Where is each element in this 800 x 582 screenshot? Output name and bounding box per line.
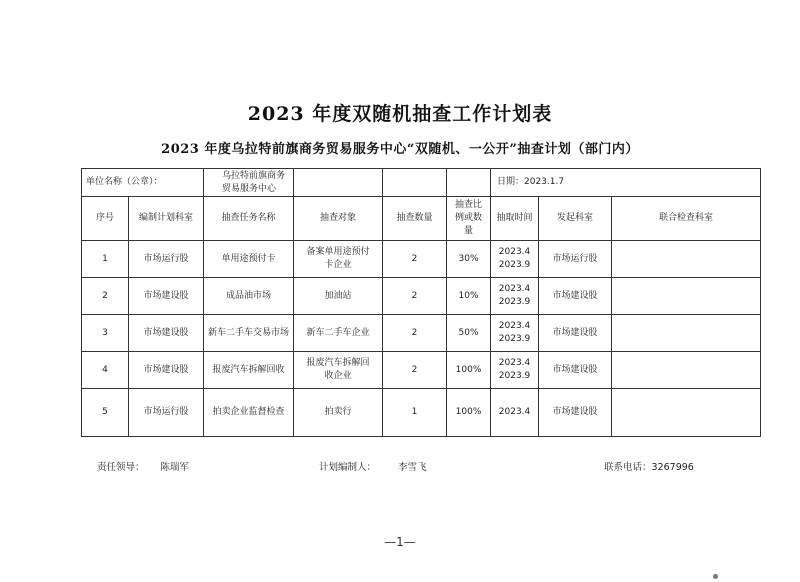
document-subtitle: 2023 年度乌拉特前旗商务贸易服务中心“双随机、一公开”抽查计划（部门内） (161, 142, 639, 157)
inspection-target: 报废汽车拆解回收企业 (294, 352, 383, 389)
table-row (82, 352, 761, 389)
originating-dept: 市场建设股 (539, 278, 612, 315)
unit-name-value: 乌拉特前旗商务贸易服务中心 (204, 169, 294, 197)
header-cell: 抽查比例或数量 (447, 197, 491, 241)
header-cell: 抽查任务名称 (204, 197, 294, 241)
originating-dept: 市场建设股 (539, 352, 612, 389)
phone-label: 联系电话： (604, 462, 652, 473)
leader-name: 陈瑞军 (160, 462, 190, 473)
task-name: 新车二手车交易市场 (204, 315, 294, 352)
planning-dept: 市场建设股 (129, 315, 204, 352)
planning-dept: 市场运行股 (129, 389, 204, 437)
page-number: —1— (384, 535, 416, 549)
row-number: 2 (82, 278, 129, 315)
table-row (82, 315, 761, 352)
date-cell: 日期：2023.1.7 (491, 169, 761, 197)
inspection-ratio: 100% (447, 389, 491, 437)
inspection-quantity: 2 (383, 241, 447, 278)
inspection-plan-table (81, 168, 761, 437)
inspection-quantity: 2 (383, 315, 447, 352)
header-cell: 序号 (82, 197, 129, 241)
joint-inspection-dept (612, 352, 761, 389)
row-number: 3 (82, 315, 129, 352)
leader-label: 责任领导： (97, 462, 145, 473)
sampling-time: 2023.4 2023.9 (491, 278, 539, 315)
document-title: 2023 年度双随机抽查工作计划表 (247, 103, 553, 125)
header-cell: 编制计划科室 (129, 197, 204, 241)
inspection-quantity: 2 (383, 278, 447, 315)
header-cell: 抽查数量 (383, 197, 447, 241)
contact-phone (604, 459, 694, 473)
row-number: 5 (82, 389, 129, 437)
info-blank-cell (294, 169, 383, 197)
scan-speck (713, 574, 718, 579)
header-cell: 联合检查科室 (612, 197, 761, 241)
originating-dept: 市场建设股 (539, 389, 612, 437)
phone-number: 3267996 (651, 462, 694, 473)
inspection-ratio: 100% (447, 352, 491, 389)
header-cell: 抽取时间 (491, 197, 539, 241)
inspection-ratio: 30% (447, 241, 491, 278)
inspection-target: 拍卖行 (294, 389, 383, 437)
task-name: 报废汽车拆解回收 (204, 352, 294, 389)
info-row (82, 169, 761, 197)
sampling-time: 2023.4 2023.9 (491, 352, 539, 389)
originating-dept: 市场建设股 (539, 315, 612, 352)
inspection-target: 备案单用途预付卡企业 (294, 241, 383, 278)
sampling-time: 2023.4 (491, 389, 539, 437)
info-blank-cell (447, 169, 491, 197)
row-number: 1 (82, 241, 129, 278)
inspection-target: 加油站 (294, 278, 383, 315)
joint-inspection-dept (612, 278, 761, 315)
unit-name-label: 单位名称（公章）： (82, 169, 204, 197)
inspection-quantity: 1 (383, 389, 447, 437)
table-row (82, 389, 761, 437)
table-row (82, 241, 761, 278)
table-row (82, 278, 761, 315)
task-name: 成品油市场 (204, 278, 294, 315)
responsible-leader (97, 459, 189, 473)
header-row (82, 197, 761, 241)
sampling-time: 2023.4 2023.9 (491, 241, 539, 278)
header-cell: 抽查对象 (294, 197, 383, 241)
header-cell: 发起科室 (539, 197, 612, 241)
task-name: 单用途预付卡 (204, 241, 294, 278)
compiler-label: 计划编制人： (319, 462, 377, 473)
row-number: 4 (82, 352, 129, 389)
task-name: 拍卖企业监督检查 (204, 389, 294, 437)
originating-dept: 市场运行股 (539, 241, 612, 278)
inspection-ratio: 50% (447, 315, 491, 352)
planning-dept: 市场运行股 (129, 241, 204, 278)
compiler-name: 李雪飞 (398, 462, 427, 473)
joint-inspection-dept (612, 315, 761, 352)
planning-dept: 市场建设股 (129, 352, 204, 389)
inspection-ratio: 10% (447, 278, 491, 315)
planning-dept: 市场建设股 (129, 278, 204, 315)
joint-inspection-dept (612, 241, 761, 278)
plan-compiler (319, 459, 427, 473)
sampling-time: 2023.4 2023.9 (491, 315, 539, 352)
inspection-target: 新车二手车企业 (294, 315, 383, 352)
inspection-quantity: 2 (383, 352, 447, 389)
joint-inspection-dept (612, 389, 761, 437)
info-blank-cell (383, 169, 447, 197)
